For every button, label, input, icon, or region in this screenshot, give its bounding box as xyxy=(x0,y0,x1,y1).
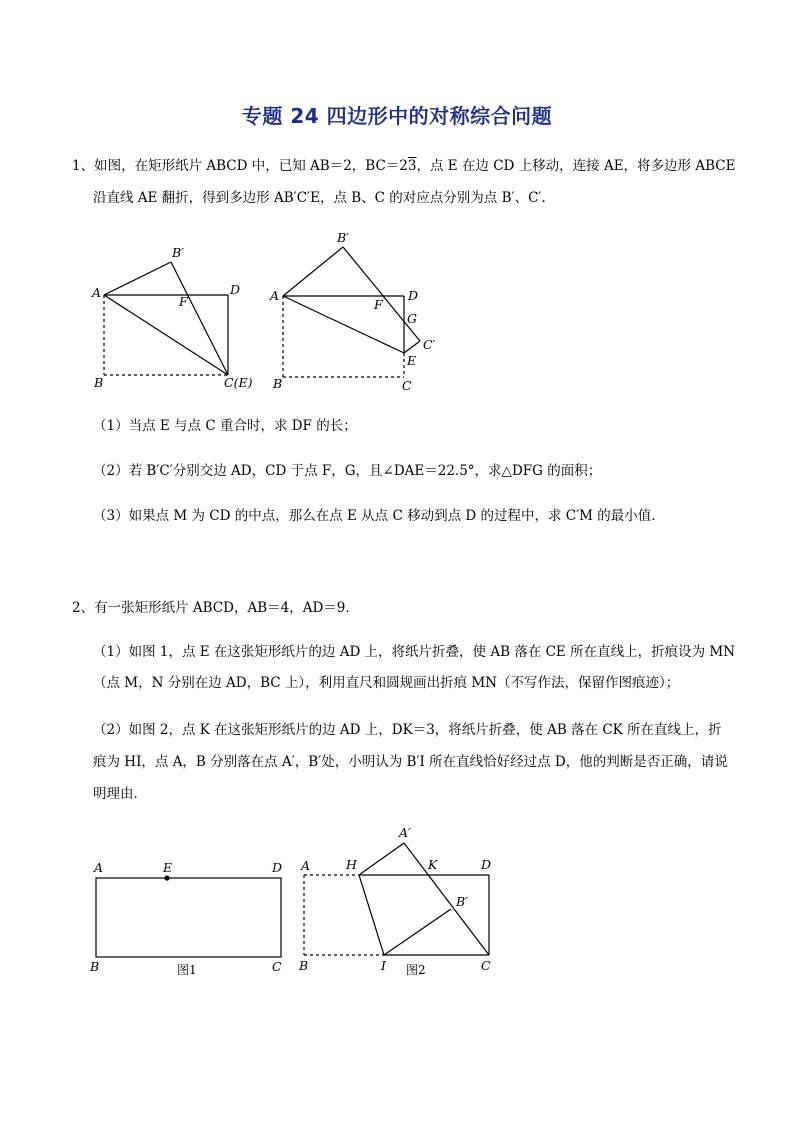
q2-fig1 xyxy=(96,878,281,957)
label-B: B xyxy=(90,959,100,974)
q2-sub1-line1: （1）如图 1，点 E 在这张矩形纸片的边 AD 上，将纸片折叠，使 AB 落在 CE 所在直线上，折痕设为 MN xyxy=(93,644,736,660)
q1-fig-left xyxy=(104,262,228,375)
q1-line1-sqrt: 3 xyxy=(407,158,417,174)
label-C: C xyxy=(402,378,412,393)
label-C: C xyxy=(272,959,282,974)
segment-AE xyxy=(283,296,404,353)
segment-AC xyxy=(104,295,228,375)
q2-figures xyxy=(0,822,794,987)
caption-fig2: 图2 xyxy=(406,963,426,977)
label-D: D xyxy=(408,288,419,303)
q1-sub2: （2）若 B′C′分别交边 AD，CD 于点 F，G，且∠DAE＝22.5°，求△DFG 的面积； xyxy=(93,463,602,479)
label-F: F xyxy=(179,294,188,309)
label-C: C xyxy=(481,958,491,973)
label-B: B xyxy=(273,376,283,391)
segment-AB-prime xyxy=(283,247,343,296)
label-C-E: C(E) xyxy=(224,375,253,390)
q1-figures xyxy=(0,225,794,400)
q2-fig2-labels xyxy=(298,825,491,977)
label-C-prime: C′ xyxy=(423,337,436,352)
label-F: F xyxy=(374,297,383,312)
q1-fig-right-labels xyxy=(269,230,436,393)
label-E: E xyxy=(163,860,173,875)
label-G: G xyxy=(407,311,417,326)
segment-B-prime-C xyxy=(171,262,228,375)
label-D: D xyxy=(230,282,241,297)
label-A-prime: A′ xyxy=(399,825,411,840)
caption-fig1: 图1 xyxy=(177,963,197,977)
label-I: I xyxy=(381,958,386,973)
label-A: A xyxy=(92,285,102,300)
q2-sub2-line2: 痕为 HI，点 A，B 分别落在点 A′，B′处，小明认为 B′I 所在直线恰好经过点 D，他的判断是否正确，请说 xyxy=(93,754,728,770)
label-B-prime: B′ xyxy=(337,230,350,245)
page-title: 专题 24 四边形中的对称综合问题 xyxy=(241,104,553,128)
label-B-prime: B′ xyxy=(172,245,185,260)
label-K: K xyxy=(428,857,438,872)
q2-sub2-line3: 明理由． xyxy=(93,786,147,802)
q2-sub1-line2: （点 M，N 分别在边 AD，BC 上），利用直尺和圆规画出折痕 MN（不写作法，保留作图痕迹）； xyxy=(93,675,680,691)
label-D: D xyxy=(481,857,492,872)
q1-line2: 沿直线 AE 翻折，得到多边形 AB′C′E，点 B、C 的对应点分别为点 B′、C′. xyxy=(93,190,546,206)
segment-C-prime-E xyxy=(404,341,420,353)
label-B: B xyxy=(299,958,309,973)
q1-sub3: （3）如果点 M 为 CD 的中点，那么在点 E 从点 C 移动到点 D 的过程中，求 C′M 的最小值． xyxy=(93,508,665,524)
label-A: A xyxy=(94,860,104,875)
q2-line1: 2、有一张矩形纸片 ABCD，AB＝4，AD＝9． xyxy=(72,600,359,616)
label-B: B xyxy=(94,375,104,390)
label-A: A xyxy=(270,288,280,303)
q1-fig-right xyxy=(283,247,420,377)
segment-IB-prime xyxy=(384,909,451,955)
q1-sub1: （1）当点 E 与点 C 重合时，求 DF 的长； xyxy=(93,418,357,434)
segment-HA-prime xyxy=(359,843,404,875)
q1-line1-pre: 1、如图，在矩形纸片 ABCD 中，已知 AB＝2，BC＝2 xyxy=(72,158,408,174)
label-D: D xyxy=(272,860,283,875)
rectangle-ABCD xyxy=(96,878,281,957)
label-B-prime: B′ xyxy=(456,894,469,909)
point-E xyxy=(164,875,169,880)
label-H: H xyxy=(346,857,357,872)
label-A: A xyxy=(301,858,311,873)
q1-line1-post: ，点 E 在边 CD 上移动，连接 AE，将多边形 ABCE xyxy=(416,158,736,174)
segment-A-prime-C xyxy=(404,843,492,955)
q2-sub2-line1: （2）如图 2，点 K 在这张矩形纸片的边 AD 上，DK＝3，将纸片折叠，使 AB 落在 CK 所在直线上，折 xyxy=(93,722,722,738)
q1-line1 xyxy=(72,156,735,176)
segment-HI xyxy=(359,875,384,955)
segment-AB-prime xyxy=(104,262,171,295)
label-E: E xyxy=(407,353,417,368)
